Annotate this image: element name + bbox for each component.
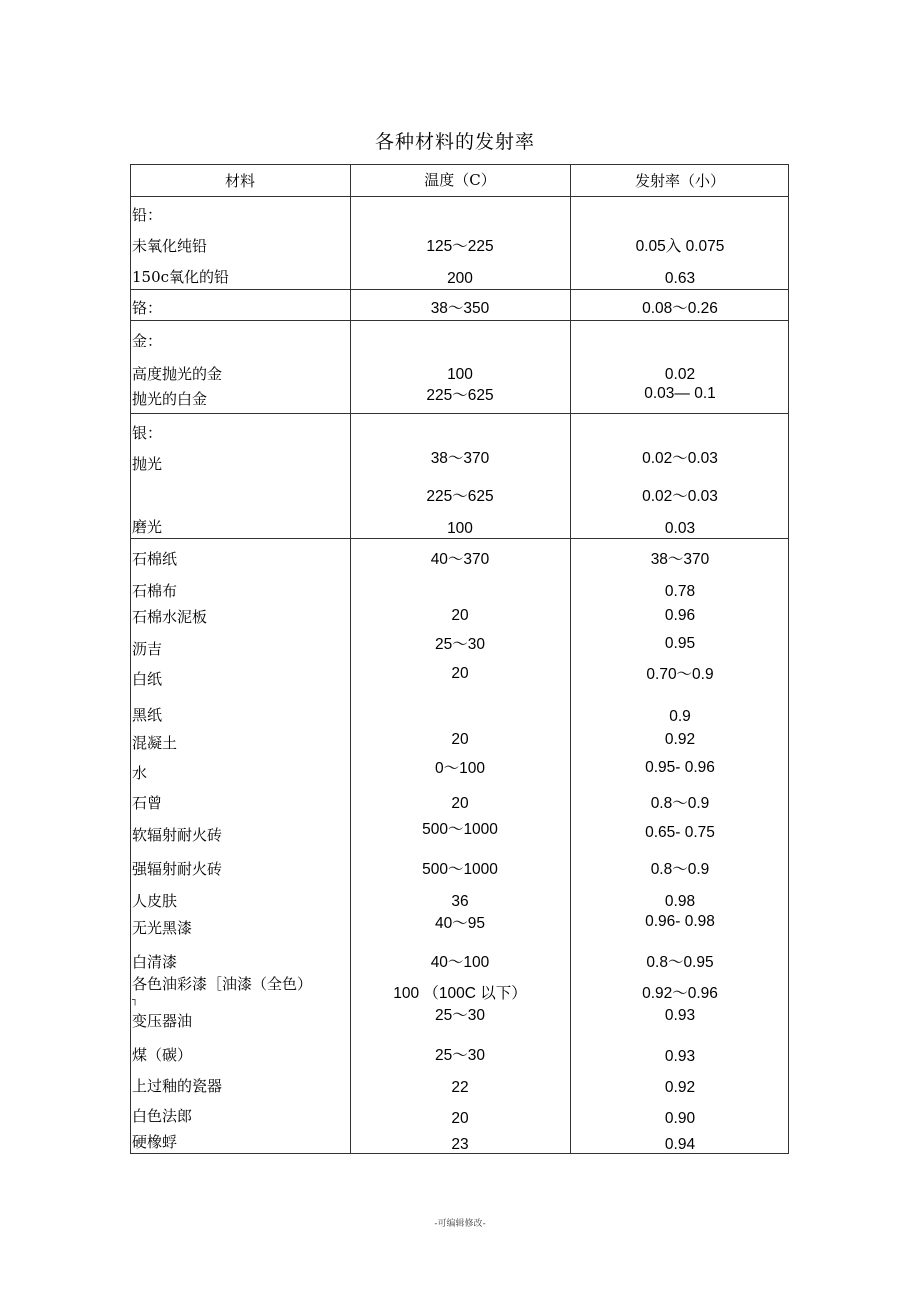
- row-temperature: 225～625: [426, 488, 494, 505]
- row-temperature: 40～370: [430, 551, 490, 568]
- row-material: 沥吉: [132, 640, 163, 658]
- row-material: 水: [132, 764, 148, 782]
- row-temperature: 38～350: [430, 300, 490, 317]
- row-emissivity: 0.98: [664, 893, 696, 910]
- row-temperature: 0～100: [435, 760, 485, 777]
- row-material: 黑纸: [132, 706, 163, 724]
- page-title: 各种材料的发射率: [374, 131, 535, 153]
- row-emissivity: 0.03— 0.1: [644, 385, 716, 402]
- row-emissivity: 0.8～0.9: [650, 861, 710, 878]
- row-material: 硬橡蜉: [132, 1133, 178, 1151]
- row-emissivity: 0.02: [664, 366, 696, 383]
- row-emissivity: 0.03: [664, 520, 696, 537]
- row-material: 白纸: [132, 670, 163, 688]
- row-material: 抛光: [132, 455, 163, 473]
- bracket-mark: ┐: [132, 995, 139, 1006]
- row-emissivity: 0.95- 0.96: [645, 759, 715, 776]
- row-material: 石棉纸: [132, 550, 178, 568]
- row-emissivity: 0.9: [669, 708, 691, 725]
- row-material: 白清漆: [132, 953, 178, 971]
- row-temperature: 500～1000: [422, 861, 498, 878]
- row-material: 高度抛光的金: [132, 365, 223, 383]
- row-emissivity: 0.70～0.9: [646, 666, 714, 683]
- row-temperature: 20: [451, 1110, 469, 1127]
- row-material: 铅：: [132, 206, 163, 224]
- row-temperature: 100 （100C 以下）: [393, 985, 527, 1002]
- row-temperature: 25～30: [435, 1047, 485, 1064]
- row-temperature: 20: [451, 731, 469, 748]
- row-emissivity: 0.65- 0.75: [645, 824, 715, 841]
- row-divider: [130, 196, 789, 197]
- row-emissivity: 38～370: [650, 551, 710, 568]
- row-emissivity: 0.92: [664, 1079, 696, 1096]
- row-emissivity: 0.02～0.03: [642, 488, 718, 505]
- row-temperature: 40～100: [430, 954, 490, 971]
- row-material: 强辐射耐火砖: [132, 860, 223, 878]
- row-material: 铬：: [132, 299, 163, 317]
- row-material: 石棉水泥板: [132, 608, 208, 626]
- row-emissivity: 0.93: [664, 1007, 696, 1024]
- row-emissivity: 0.63: [664, 270, 696, 287]
- page-footer: -可编辑修改-: [434, 1219, 486, 1229]
- row-emissivity: 0.8～0.9: [650, 795, 710, 812]
- row-emissivity: 0.92～0.96: [642, 985, 718, 1002]
- row-emissivity: 0.96- 0.98: [645, 913, 715, 930]
- row-material: 抛光的白金: [132, 390, 208, 408]
- row-material: 150c氧化的铅: [132, 268, 230, 286]
- row-emissivity: 0.78: [664, 583, 696, 600]
- row-emissivity: 0.08～0.26: [642, 300, 718, 317]
- column-header-material: 材料: [224, 172, 255, 190]
- row-emissivity: 0.05入 0.075: [635, 238, 725, 255]
- row-temperature: 225～625: [426, 387, 494, 404]
- row-emissivity: 0.94: [664, 1136, 696, 1153]
- row-material: 各色油彩漆［油漆（全色）: [132, 975, 313, 993]
- row-temperature: 500～1000: [422, 821, 498, 838]
- row-emissivity: 0.96: [664, 607, 696, 624]
- row-material: 人皮肤: [132, 892, 178, 910]
- row-temperature: 25～30: [435, 636, 485, 653]
- row-temperature: 100: [447, 366, 473, 383]
- row-material: 混凝土: [132, 734, 178, 752]
- row-divider: [130, 320, 789, 321]
- row-emissivity: 0.95: [664, 635, 696, 652]
- row-divider: [130, 413, 789, 414]
- row-temperature: 36: [451, 893, 469, 910]
- row-material: 白色法郎: [132, 1107, 193, 1125]
- row-temperature: 200: [447, 270, 473, 287]
- row-material: 变压器油: [132, 1012, 193, 1030]
- row-temperature: 20: [451, 795, 469, 812]
- row-material: 磨光: [132, 518, 163, 536]
- row-emissivity: 0.93: [664, 1048, 696, 1065]
- row-material: 石棉布: [132, 582, 178, 600]
- row-emissivity: 0.8～0.95: [646, 954, 714, 971]
- row-material: 未氧化纯铅: [132, 237, 208, 255]
- row-temperature: 38～370: [430, 450, 490, 467]
- column-header-temperature: 温度（C）: [424, 171, 496, 189]
- row-divider: [130, 538, 789, 539]
- row-temperature: 40～95: [435, 915, 485, 932]
- row-temperature: 125～225: [426, 238, 494, 255]
- row-material: 煤（碳）: [132, 1046, 193, 1064]
- row-temperature: 20: [451, 665, 469, 682]
- row-temperature: 23: [451, 1136, 469, 1153]
- row-temperature: 100: [447, 520, 473, 537]
- row-emissivity: 0.90: [664, 1110, 696, 1127]
- row-material: 金：: [132, 332, 163, 350]
- column-header-emissivity: 发射率（小）: [634, 172, 725, 190]
- row-material: 银：: [132, 424, 163, 442]
- row-material: 无光黑漆: [132, 919, 193, 937]
- row-material: 石曾: [132, 794, 163, 812]
- row-divider: [130, 289, 789, 290]
- row-temperature: 20: [451, 607, 469, 624]
- row-temperature: 22: [451, 1079, 469, 1096]
- row-material: 上过釉的瓷器: [132, 1077, 223, 1095]
- row-temperature: 25～30: [435, 1007, 485, 1024]
- row-emissivity: 0.92: [664, 731, 696, 748]
- row-material: 软辐射耐火砖: [132, 826, 223, 844]
- row-emissivity: 0.02～0.03: [642, 450, 718, 467]
